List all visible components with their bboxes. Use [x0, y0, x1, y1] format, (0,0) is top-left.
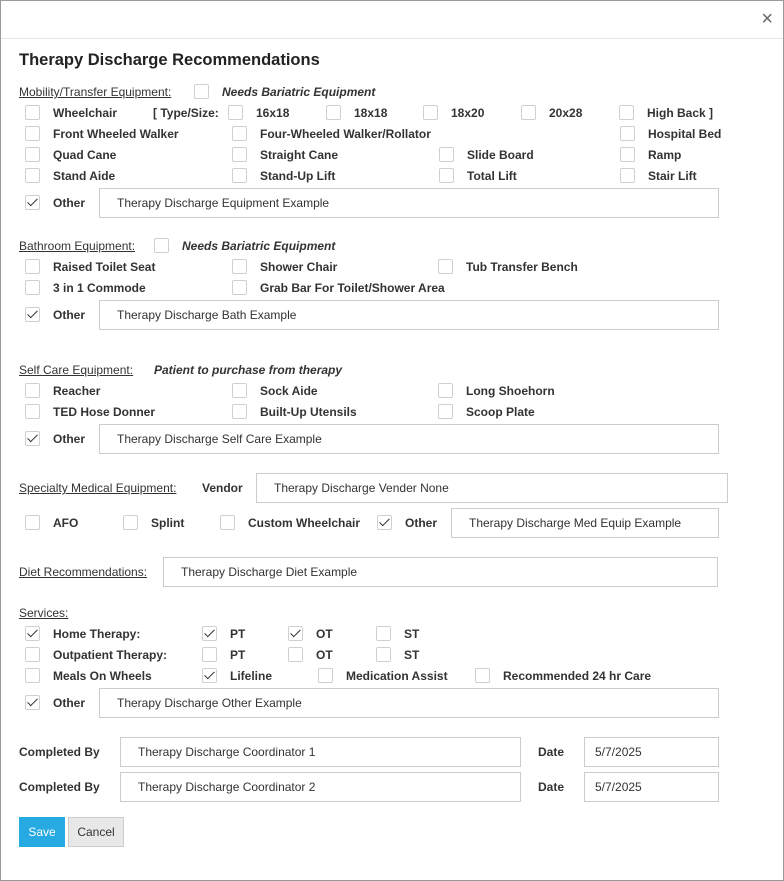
home-ot-label: OT	[316, 627, 333, 641]
slide-board-label: Slide Board	[467, 148, 534, 162]
four-wheeled-walker-checkbox[interactable]	[232, 126, 247, 141]
bathroom-heading: Bathroom Equipment:	[19, 239, 136, 253]
mobility-other-label: Other	[53, 196, 86, 210]
raised-toilet-seat-checkbox[interactable]	[25, 259, 40, 274]
date-label-1: Date	[538, 745, 565, 759]
high-back-checkbox[interactable]	[619, 105, 634, 120]
size-18x20-label: 18x20	[451, 106, 485, 120]
shower-chair-label: Shower Chair	[260, 260, 338, 274]
home-pt-label: PT	[230, 627, 246, 641]
tub-transfer-bench-label: Tub Transfer Bench	[466, 260, 578, 274]
front-wheeled-walker-label: Front Wheeled Walker	[53, 127, 179, 141]
dialog-header	[1, 1, 783, 39]
date-input-2[interactable]: 5/7/2025	[584, 772, 719, 802]
outpatient-st-checkbox[interactable]	[376, 647, 391, 662]
mobility-heading: Mobility/Transfer Equipment:	[19, 85, 172, 99]
grab-bar-label: Grab Bar For Toilet/Shower Area	[260, 281, 445, 295]
meals-on-wheels-label: Meals On Wheels	[53, 669, 152, 683]
vendor-input[interactable]: Therapy Discharge Vender None	[256, 473, 728, 503]
outpatient-ot-checkbox[interactable]	[288, 647, 303, 662]
mobility-bariatric-label: Needs Bariatric Equipment	[222, 85, 376, 99]
self-care-heading: Self Care Equipment:	[19, 363, 134, 377]
afo-checkbox[interactable]	[25, 515, 40, 530]
built-up-utensils-label: Built-Up Utensils	[260, 405, 357, 419]
date-label-2: Date	[538, 780, 565, 794]
outpatient-pt-label: PT	[230, 648, 246, 662]
grab-bar-checkbox[interactable]	[232, 280, 247, 295]
slide-board-checkbox[interactable]	[439, 147, 454, 162]
completed-by-input-1[interactable]: Therapy Discharge Coordinator 1	[120, 737, 521, 767]
stair-lift-checkbox[interactable]	[620, 168, 635, 183]
home-pt-checkbox[interactable]	[202, 626, 217, 641]
outpatient-therapy-checkbox[interactable]	[25, 647, 40, 662]
diet-input[interactable]: Therapy Discharge Diet Example	[163, 557, 718, 587]
services-other-checkbox[interactable]	[25, 695, 40, 710]
self-care-other-checkbox[interactable]	[25, 431, 40, 446]
quad-cane-checkbox[interactable]	[25, 147, 40, 162]
tub-transfer-bench-checkbox[interactable]	[438, 259, 453, 274]
commode-label: 3 in 1 Commode	[53, 281, 146, 295]
self-care-note: Patient to purchase from therapy	[154, 363, 343, 377]
reacher-label: Reacher	[53, 384, 101, 398]
splint-checkbox[interactable]	[123, 515, 138, 530]
long-shoehorn-label: Long Shoehorn	[466, 384, 555, 398]
sock-aide-label: Sock Aide	[260, 384, 318, 398]
recommended-24hr-label: Recommended 24 hr Care	[503, 669, 652, 683]
bathroom-other-checkbox[interactable]	[25, 307, 40, 322]
sock-aide-checkbox[interactable]	[232, 383, 247, 398]
size-20x28-label: 20x28	[549, 106, 583, 120]
specialty-other-input[interactable]: Therapy Discharge Med Equip Example	[451, 508, 719, 538]
stair-lift-label: Stair Lift	[648, 169, 697, 183]
wheelchair-checkbox[interactable]	[25, 105, 40, 120]
ted-hose-donner-checkbox[interactable]	[25, 404, 40, 419]
shower-chair-checkbox[interactable]	[232, 259, 247, 274]
built-up-utensils-checkbox[interactable]	[232, 404, 247, 419]
reacher-checkbox[interactable]	[25, 383, 40, 398]
size-16x18-label: 16x18	[256, 106, 290, 120]
home-therapy-checkbox[interactable]	[25, 626, 40, 641]
specialty-other-label: Other	[405, 516, 438, 530]
total-lift-checkbox[interactable]	[439, 168, 454, 183]
outpatient-pt-checkbox[interactable]	[202, 647, 217, 662]
stand-up-lift-label: Stand-Up Lift	[260, 169, 336, 183]
size-16x18-checkbox[interactable]	[228, 105, 243, 120]
completed-by-input-2[interactable]: Therapy Discharge Coordinator 2	[120, 772, 521, 802]
lifeline-checkbox[interactable]	[202, 668, 217, 683]
ted-hose-donner-label: TED Hose Donner	[53, 405, 156, 419]
recommended-24hr-checkbox[interactable]	[475, 668, 490, 683]
services-heading: Services:	[19, 606, 69, 620]
bathroom-other-label: Other	[53, 308, 86, 322]
stand-aide-label: Stand Aide	[53, 169, 116, 183]
wheelchair-label: Wheelchair	[53, 106, 118, 120]
afo-label: AFO	[53, 516, 79, 530]
stand-up-lift-checkbox[interactable]	[232, 168, 247, 183]
ramp-checkbox[interactable]	[620, 147, 635, 162]
self-care-other-label: Other	[53, 432, 86, 446]
vendor-label: Vendor	[202, 481, 243, 495]
date-input-1[interactable]: 5/7/2025	[584, 737, 719, 767]
scoop-plate-label: Scoop Plate	[466, 405, 535, 419]
quad-cane-label: Quad Cane	[53, 148, 117, 162]
high-back-label: High Back ]	[647, 106, 714, 120]
scoop-plate-checkbox[interactable]	[438, 404, 453, 419]
services-other-input[interactable]: Therapy Discharge Other Example	[99, 688, 719, 718]
home-therapy-label: Home Therapy:	[53, 627, 141, 641]
specialty-other-checkbox[interactable]	[377, 515, 392, 530]
cancel-button[interactable]: Cancel	[68, 817, 124, 847]
medication-assist-checkbox[interactable]	[318, 668, 333, 683]
medication-assist-label: Medication Assist	[346, 669, 448, 683]
mobility-bariatric-checkbox[interactable]	[194, 84, 209, 99]
stand-aide-checkbox[interactable]	[25, 168, 40, 183]
ramp-label: Ramp	[648, 148, 682, 162]
mobility-other-input[interactable]: Therapy Discharge Equipment Example	[99, 188, 719, 218]
lifeline-label: Lifeline	[230, 669, 273, 683]
mobility-other-checkbox[interactable]	[25, 195, 40, 210]
home-st-checkbox[interactable]	[376, 626, 391, 641]
home-ot-checkbox[interactable]	[288, 626, 303, 641]
size-18x20-checkbox[interactable]	[423, 105, 438, 120]
raised-toilet-seat-label: Raised Toilet Seat	[53, 260, 156, 274]
specialty-heading: Specialty Medical Equipment:	[19, 481, 177, 495]
save-button[interactable]: Save	[19, 817, 65, 847]
splint-label: Splint	[151, 516, 185, 530]
diet-heading: Diet Recommendations:	[19, 565, 148, 579]
completed-by-label-2: Completed By	[19, 780, 100, 794]
size-20x28-checkbox[interactable]	[521, 105, 536, 120]
custom-wheelchair-checkbox[interactable]	[220, 515, 235, 530]
type-size-label: [ Type/Size:	[153, 106, 219, 120]
bathroom-bariatric-checkbox[interactable]	[154, 238, 169, 253]
total-lift-label: Total Lift	[467, 169, 517, 183]
hospital-bed-checkbox[interactable]	[620, 126, 635, 141]
outpatient-st-label: ST	[404, 648, 420, 662]
bathroom-bariatric-label: Needs Bariatric Equipment	[182, 239, 336, 253]
close-icon[interactable]: ×	[761, 8, 773, 30]
four-wheeled-walker-label: Four-Wheeled Walker/Rollator	[260, 127, 431, 141]
custom-wheelchair-label: Custom Wheelchair	[248, 516, 361, 530]
self-care-other-input[interactable]: Therapy Discharge Self Care Example	[99, 424, 719, 454]
hospital-bed-label: Hospital Bed	[648, 127, 722, 141]
straight-cane-checkbox[interactable]	[232, 147, 247, 162]
bathroom-other-input[interactable]: Therapy Discharge Bath Example	[99, 300, 719, 330]
dialog-title: Therapy Discharge Recommendations	[19, 51, 320, 69]
services-other-label: Other	[53, 696, 86, 710]
size-18x18-checkbox[interactable]	[326, 105, 341, 120]
long-shoehorn-checkbox[interactable]	[438, 383, 453, 398]
outpatient-therapy-label: Outpatient Therapy:	[53, 648, 168, 662]
commode-checkbox[interactable]	[25, 280, 40, 295]
size-18x18-label: 18x18	[354, 106, 388, 120]
outpatient-ot-label: OT	[316, 648, 333, 662]
home-st-label: ST	[404, 627, 420, 641]
completed-by-label-1: Completed By	[19, 745, 100, 759]
straight-cane-label: Straight Cane	[260, 148, 339, 162]
front-wheeled-walker-checkbox[interactable]	[25, 126, 40, 141]
meals-on-wheels-checkbox[interactable]	[25, 668, 40, 683]
